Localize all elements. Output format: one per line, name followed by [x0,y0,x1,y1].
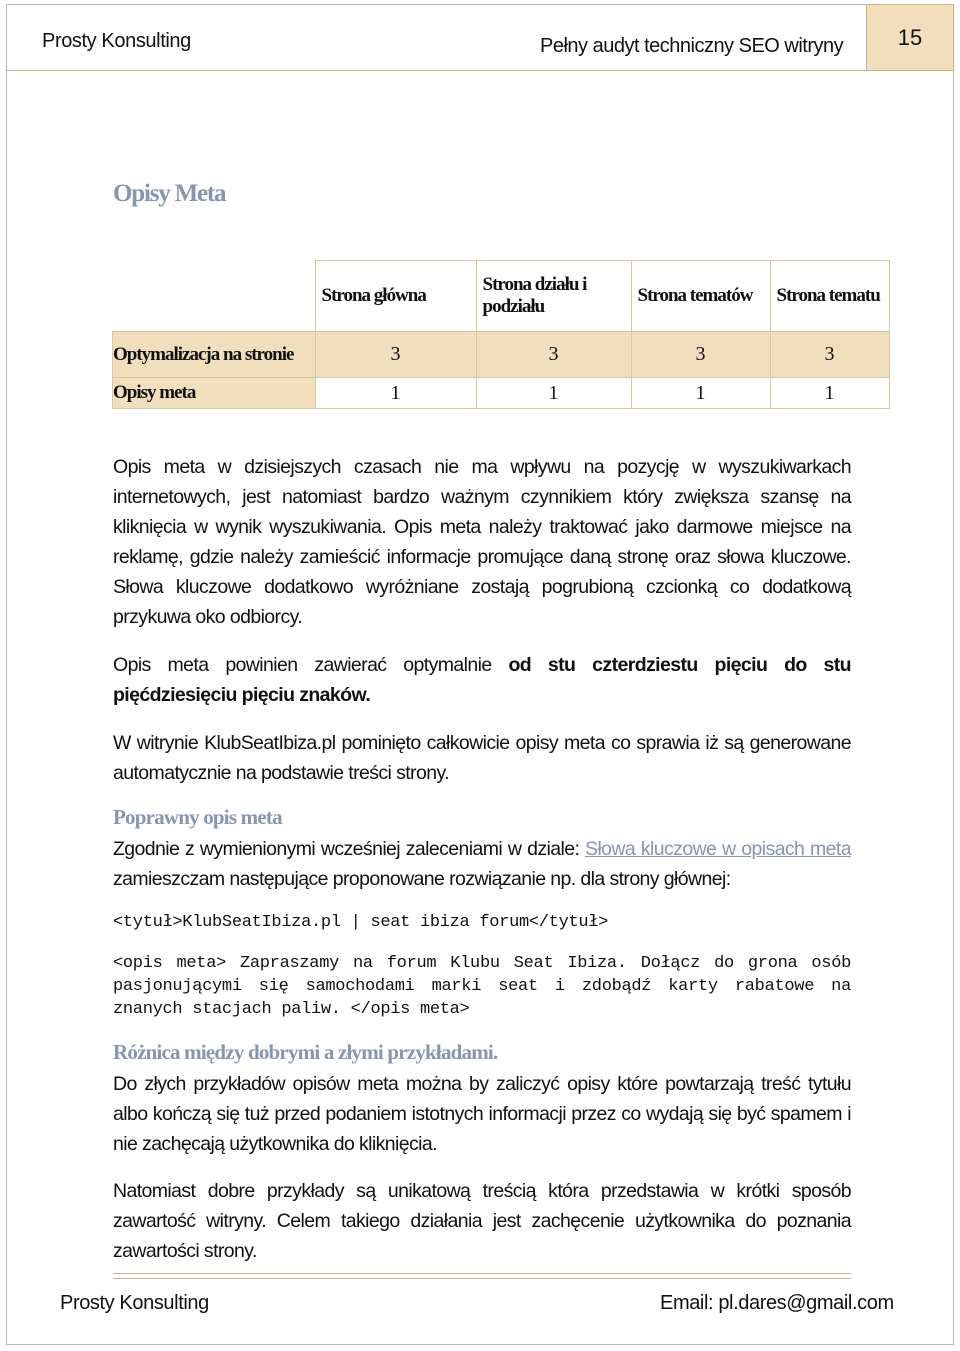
keywords-link[interactable]: Słowa kluczowe w opisach meta [585,838,851,860]
code-title-example: <tytuł>KlubSeatIbiza.pl | seat ibiza forum</tytuł> [113,913,609,932]
table-cell: 3 [476,332,631,378]
column-header: Strona działu i podziału [476,261,631,332]
subsection-title-correct: Poprawny opis meta [113,805,282,829]
score-table [112,260,890,409]
column-header: Strona główna [315,261,476,332]
header-company: Prosty Konsulting [42,30,191,52]
paragraph-good-examples: Natomiast dobre przykłady są unikatową treścią która przedstawia w krótki sposób zawartość witryny. Celem takiego działania jest zachęcenie użytkownika do poznania zawartości strony. [113,1180,851,1262]
code-meta-example: <opis meta> Zapraszamy na forum Klubu Seat Ibiza. Dołącz do grona osób pasjonującymi się samochodami marki seat i zdobądź karty rabatowe na znanych stacjach paliw. </opis meta> [113,954,851,1019]
paragraph-length-text: Opis meta powinien zawierać optymalnie [113,654,509,676]
page-number: 15 [866,4,954,71]
footer-rule [113,1273,851,1279]
paragraph-correct-text-end: zamieszczam następujące proponowane rozwiązanie np. dla strony głównej: [113,868,731,890]
footer-email[interactable]: Email: pl.dares@gmail.com [660,1292,894,1314]
paragraph-correct [113,834,851,894]
table-cell: 3 [315,332,476,378]
header-doc-title: Pełny audyt techniczny SEO witryny [540,35,844,57]
paragraph-site: W witrynie KlubSeatIbiza.pl pominięto całkowicie opisy meta co sprawia iż są generowane automatycznie na podstawie treści strony. [113,732,851,784]
table-row [113,332,890,378]
row-label: Optymalizacja na stronie [113,332,316,378]
column-header: Strona tematów [631,261,770,332]
table-cell: 1 [315,378,476,409]
table-cell: 3 [631,332,770,378]
section-title: Opisy Meta [113,180,226,207]
table-cell: 1 [476,378,631,409]
table-corner [113,261,316,332]
table-cell: 3 [770,332,889,378]
paragraph-length-bold: od stu czterdziestu pięciu do stu pięćdziesięciu pięciu znaków. [113,654,851,706]
column-header: Strona tematu [770,261,889,332]
paragraph-correct-text: Zgodnie z wymienionymi wcześniej zaleceniami w dziale: [113,838,586,860]
footer-company: Prosty Konsulting [60,1292,209,1314]
header-rule [6,70,866,71]
table-cell: 1 [770,378,889,409]
table-cell: 1 [631,378,770,409]
row-label: Opisy meta [113,378,316,409]
subsection-title-difference: Różnica między dobrymi a złymi przykładami. [113,1040,498,1064]
paragraph-bad-examples: Do złych przykładów opisów meta można by zaliczyć opisy które powtarzają treść tytułu albo kończą się tuż przed podaniem istotnych informacji przez co wydają się być spamem i nie zachęcają użytkownika do kliknięcia. [113,1073,851,1155]
paragraph-length [113,650,851,710]
paragraph-intro: Opis meta w dzisiejszych czasach nie ma wpływu na pozycję w wyszukiwarkach internetowych, jest natomiast bardzo ważnym czynnikiem który zwiększa szansę na kliknięcia w wynik wyszukiwania. Opis meta należy traktować jako darmowe miejsce na reklamę, gdzie należy zamieścić informacje promujące daną stronę oraz słowa kluczowe. Słowa kluczowe dodatkowo wyróżniane zostają pogrubioną czcionką co dodatkową przykuwa oko odbiorcy. [113,456,851,628]
table-row [113,378,890,409]
